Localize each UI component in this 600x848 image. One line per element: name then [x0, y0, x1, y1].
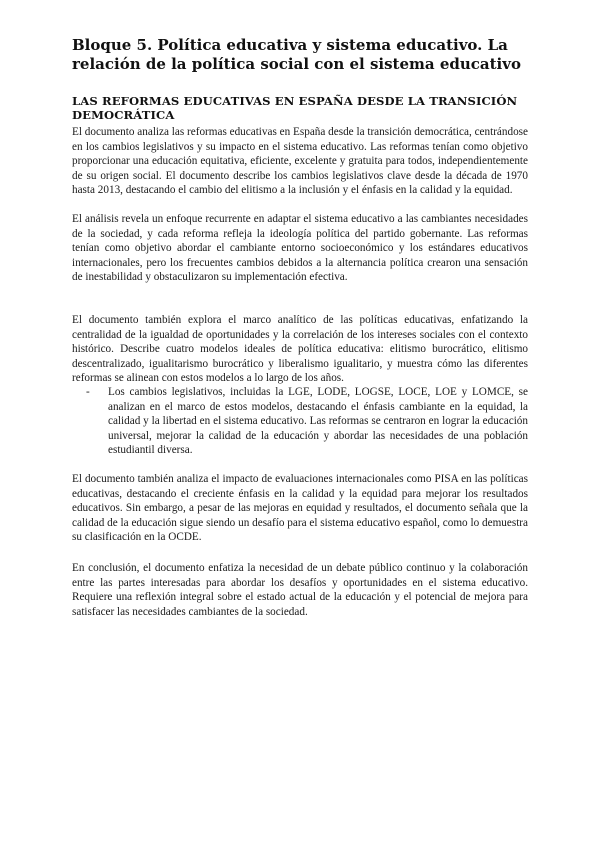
paragraph-intro: El documento analiza las reformas educativas en España desde la transición democrática, centrándose en los cambios legislativos y su impacto en el sistema educativo. Las reformas tenían como objetivo proporcionar una educación equitativa, eficiente, excelente y gratuita para todos, independientemente de su origen social. El documento describe los cambios legislativos clave desde la década de 1970 hasta 2013, destacando el cambio del elitismo a la inclusión y el énfasis en la calidad y la equidad. [72, 126, 528, 196]
page-title: Bloque 5. Política educativa y sistema educativo. La relación de la política social con el sistema educativo [72, 36, 521, 73]
paragraph-pisa: El documento también analiza el impacto de evaluaciones internacionales como PISA en las políticas educativas, destacando el creciente énfasis en la calidad y la equidad para mejorar los resultados educativos. Sin embargo, a pesar de las mejoras en equidad y resultados, el documento señala que la calidad de la educación sigue siendo un desafío para el sistema educativo español, como lo demuestra su clasificación en la OCDE. [72, 473, 528, 543]
paragraph-analysis: El análisis revela un enfoque recurrente en adaptar el sistema educativo a las cambiantes necesidades de la sociedad, y cada reforma refleja la ideología política del partido gobernante. Las reformas tenían como objetivo abordar el cambiante entorno socioeconómico y los estándares educativos internacionales, pero los frecuentes cambios debidos a la alternancia política crearon una sensación de inestabilidad y obstaculizaron su implementación efectiva. [72, 213, 528, 283]
bullet-text: Los cambios legislativos, incluidas la LGE, LODE, LOGSE, LOCE, LOE y LOMCE, se analizan en el marco de estos modelos, destacando el énfasis cambiante en la equidad, la calidad y la libertad en el sistema educativo. Las reformas se centraron en lograr la educación universal, mejorar la calidad de la educación y abordar las necesidades de una población estudiantil diversa. [108, 386, 528, 456]
paragraph-framework: El documento también explora el marco analítico de las políticas educativas, enfatizando la centralidad de la igualdad de oportunidades y la correlación de los intereses sociales con el contexto histórico. Describe cuatro modelos ideales de política educativa: elitismo burocrático, elitismo descentralizado, igualitarismo burocrático y liberalismo igualitario, y muestra cómo las diferentes reformas se alinean con estos modelos a lo largo de los años. [72, 314, 528, 384]
section-heading: LAS REFORMAS EDUCATIVAS EN ESPAÑA DESDE LA TRANSICIÓN DEMOCRÁTICA [72, 94, 518, 122]
paragraph-conclusion: En conclusión, el documento enfatiza la necesidad de un debate público continuo y la colaboración entre las partes interesadas para abordar los desafíos y oportunidades en el sistema educativo. Requiere una reflexión integral sobre el estado actual de la educación y el potencial de mejora para satisfacer las necesidades cambiantes de la sociedad. [72, 562, 528, 618]
bullet-marker: - [86, 386, 90, 398]
